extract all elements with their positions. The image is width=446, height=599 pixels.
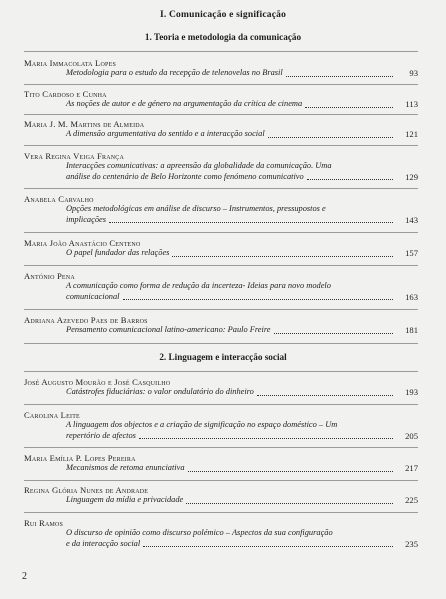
leader-dots [286,75,393,77]
toc-entry[interactable] [24,194,418,225]
divider [24,447,418,448]
toc-entry[interactable] [24,58,418,79]
entry-page-number: 193 [405,387,418,397]
entry-author: Carolina Leite [24,410,80,420]
subsection-title: 1. Teoria e metodologia da comunicação [144,32,302,42]
entry-page-number: 121 [405,129,418,139]
entry-author: Adriana Azevedo Paes de Barros [24,315,148,325]
entry-title: As noções de autor e de género na argumentação da crítica de cinema [66,99,303,108]
entry-author: Maria J. M. Martins de Almeida [24,119,145,129]
toc-entry[interactable] [24,315,418,336]
section-title: I. Comunicação e significação [159,10,287,20]
entry-page-number: 93 [409,68,418,78]
page-folio-number: 2 [22,571,27,582]
entry-title-line-2: e da interacção social [66,538,141,548]
leader-dots [123,298,394,300]
entry-page-number: 163 [405,291,418,302]
leader-dots [305,106,393,108]
divider [24,404,418,405]
toc-entry[interactable] [24,119,418,140]
divider [24,343,418,344]
entry-title: Mecanismos de retoma enunciativa [66,463,185,472]
entry-author: Maria João Anastácio Centeno [24,238,141,248]
toc-entry[interactable] [24,89,418,110]
toc-entry[interactable] [24,271,418,302]
entry-page-number: 129 [405,171,418,182]
entry-title: O papel fundador das relações [66,248,170,257]
entry-page-number: 205 [405,430,418,441]
entry-author: Regina Glória Nunes de Andrade [24,485,149,495]
leader-dots [172,255,393,257]
toc-entry[interactable] [24,238,418,259]
divider [24,265,418,266]
entry-author: Maria Emília P. Lopes Pereira [24,453,136,463]
entry-page-number: 157 [405,248,418,258]
entry-author: Tito Cardoso e Cunha [24,89,107,99]
entry-title: Catástrofes fiduciárias: o valor ondulatório do dinheiro [66,387,254,396]
entry-page-number: 217 [405,463,418,473]
leader-dots [268,136,393,138]
entry-title-line-1: A comunicação como forma de redução da incerteza- Ideias para novo modelo [66,281,331,290]
entry-author: Vera Regina Veiga França [24,151,125,161]
entry-page-number: 181 [405,325,418,335]
entry-author: José Augusto Mourão e José Casquilho [24,377,171,387]
divider [24,309,418,310]
leader-dots [109,221,393,223]
divider [24,84,418,85]
entry-author: Anabela Carvalho [24,194,94,204]
divider [24,188,418,189]
entry-title-line-2: repertório de afectos [66,430,136,440]
leader-dots [274,332,393,334]
entry-page-number: 143 [405,214,418,225]
subsection-title: 2. Linguagem e interacção social [159,352,287,362]
entry-title-line-1: O discurso de opinião como discurso polémico – Aspectos da sua configuração [66,528,333,537]
toc-entry[interactable] [24,485,418,506]
entry-title-line-1: A linguagem dos objectos e a criação de significação no espaço doméstico – Um [66,420,338,429]
divider [24,51,418,52]
entry-title: A dimensão argumentativa do sentido e a interacção social [66,129,265,138]
divider [24,114,418,115]
entry-author: Rui Ramos [24,518,64,528]
entry-author: Maria Immacolata Lopes [24,58,116,68]
entry-author: António Pena [24,271,75,281]
leader-dots [139,437,393,439]
divider [24,232,418,233]
leader-dots [307,178,393,180]
entry-title: Metodologia para o estudo da recepção de telenovelas no Brasil [66,68,283,77]
leader-dots [257,394,393,396]
entry-title-line-1: Interacções comunicativas: a apreensão da globalidade da comunicação. Uma [66,161,332,170]
divider [24,512,418,513]
toc-entry[interactable] [24,151,418,182]
entry-title: Linguagem da mídia e privacidade [66,495,184,504]
divider [24,371,418,372]
divider [24,145,418,146]
divider [24,480,418,481]
leader-dots [143,545,393,547]
toc-entry[interactable] [24,377,418,398]
entry-page-number: 235 [405,538,418,549]
entry-title-line-1: Opções metodológicas em análise de discurso – Instrumentos, pressupostos e [66,204,326,213]
entry-title-line-2: comunicacional [66,291,120,301]
entry-title-line-2: implicações [66,214,107,224]
toc-entry[interactable] [24,453,418,474]
entry-title: Pensamento comunicacional latino-americano: Paulo Freire [66,325,271,334]
entry-title-line-2: análise do centenário de Belo Horizonte como fenómeno comunicativo [66,171,304,181]
toc-entry[interactable] [24,410,418,441]
toc-entry[interactable] [24,518,418,549]
leader-dots [188,470,393,472]
leader-dots [186,502,393,504]
entry-page-number: 225 [405,495,418,505]
entry-page-number: 113 [405,99,418,109]
